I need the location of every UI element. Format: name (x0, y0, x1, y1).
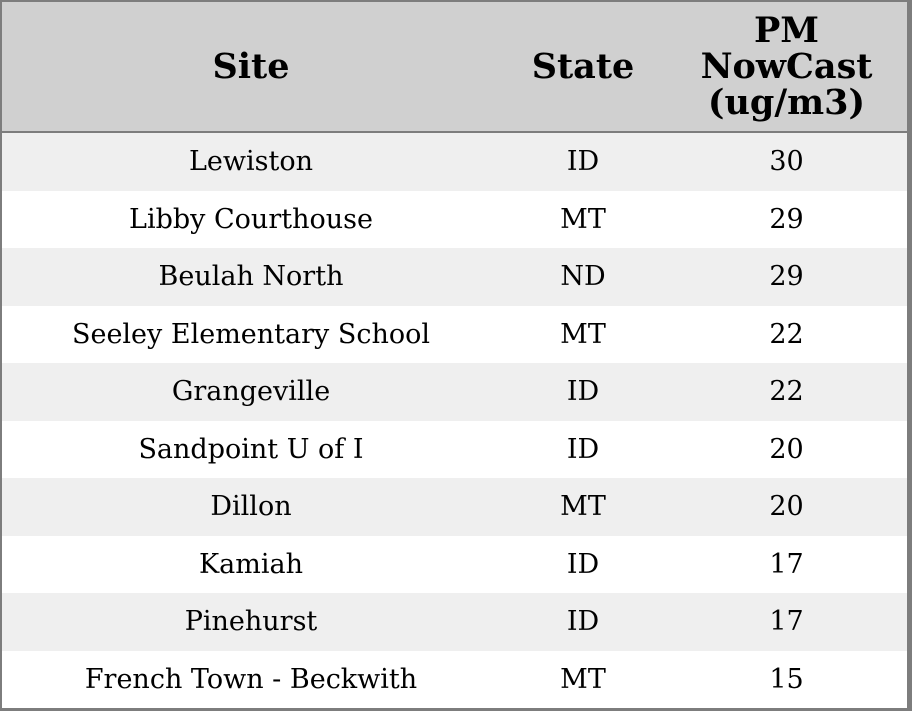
cell-pm-nowcast: 17 (769, 606, 804, 638)
header-pm-line-1: PM (753, 9, 820, 51)
header-pm-line-2: NowCast (700, 45, 873, 87)
table-row (2, 593, 907, 651)
table-row (2, 536, 907, 594)
cell-state: ND (560, 261, 606, 293)
cell-state: MT (560, 203, 606, 235)
cell-state: MT (560, 663, 606, 695)
cell-state: ID (566, 146, 600, 178)
cell-site: Libby Courthouse (129, 203, 373, 235)
table-row (2, 478, 907, 536)
cell-state: ID (566, 548, 600, 580)
cell-site: Grangeville (171, 376, 331, 408)
cell-site: Dillon (210, 491, 292, 523)
table-row (2, 191, 907, 249)
header-cell-site: Site (212, 45, 290, 87)
cell-state: ID (566, 433, 600, 465)
table-header-row (2, 2, 907, 133)
cell-state: ID (566, 376, 600, 408)
header-cell-state: State (531, 45, 635, 87)
cell-state: MT (560, 491, 606, 523)
cell-site: Lewiston (188, 146, 313, 178)
cell-pm-nowcast: 29 (769, 203, 804, 235)
cell-pm-nowcast: 22 (769, 318, 804, 350)
cell-state: ID (566, 606, 600, 638)
cell-pm-nowcast: 20 (769, 433, 804, 465)
cell-site: French Town - Beckwith (84, 663, 418, 695)
table-row (2, 248, 907, 306)
cell-pm-nowcast: 15 (769, 663, 804, 695)
table-row (2, 421, 907, 479)
table-body (2, 133, 907, 708)
header-pm-line-3: (ug/m3) (707, 81, 866, 123)
table-row (2, 651, 907, 709)
cell-pm-nowcast: 29 (769, 261, 804, 293)
table-row (2, 363, 907, 421)
header-cell-pm-nowcast (666, 9, 907, 123)
cell-pm-nowcast: 17 (769, 548, 804, 580)
cell-pm-nowcast: 20 (769, 491, 804, 523)
table-row (2, 306, 907, 364)
cell-site: Seeley Elementary School (71, 318, 431, 350)
cell-site: Sandpoint U of I (138, 433, 364, 465)
cell-pm-nowcast: 22 (769, 376, 804, 408)
cell-site: Pinehurst (184, 606, 318, 638)
cell-site: Kamiah (199, 548, 303, 580)
table-row (2, 133, 907, 191)
cell-site: Beulah North (158, 261, 344, 293)
cell-pm-nowcast: 30 (769, 146, 804, 178)
cell-state: MT (560, 318, 606, 350)
